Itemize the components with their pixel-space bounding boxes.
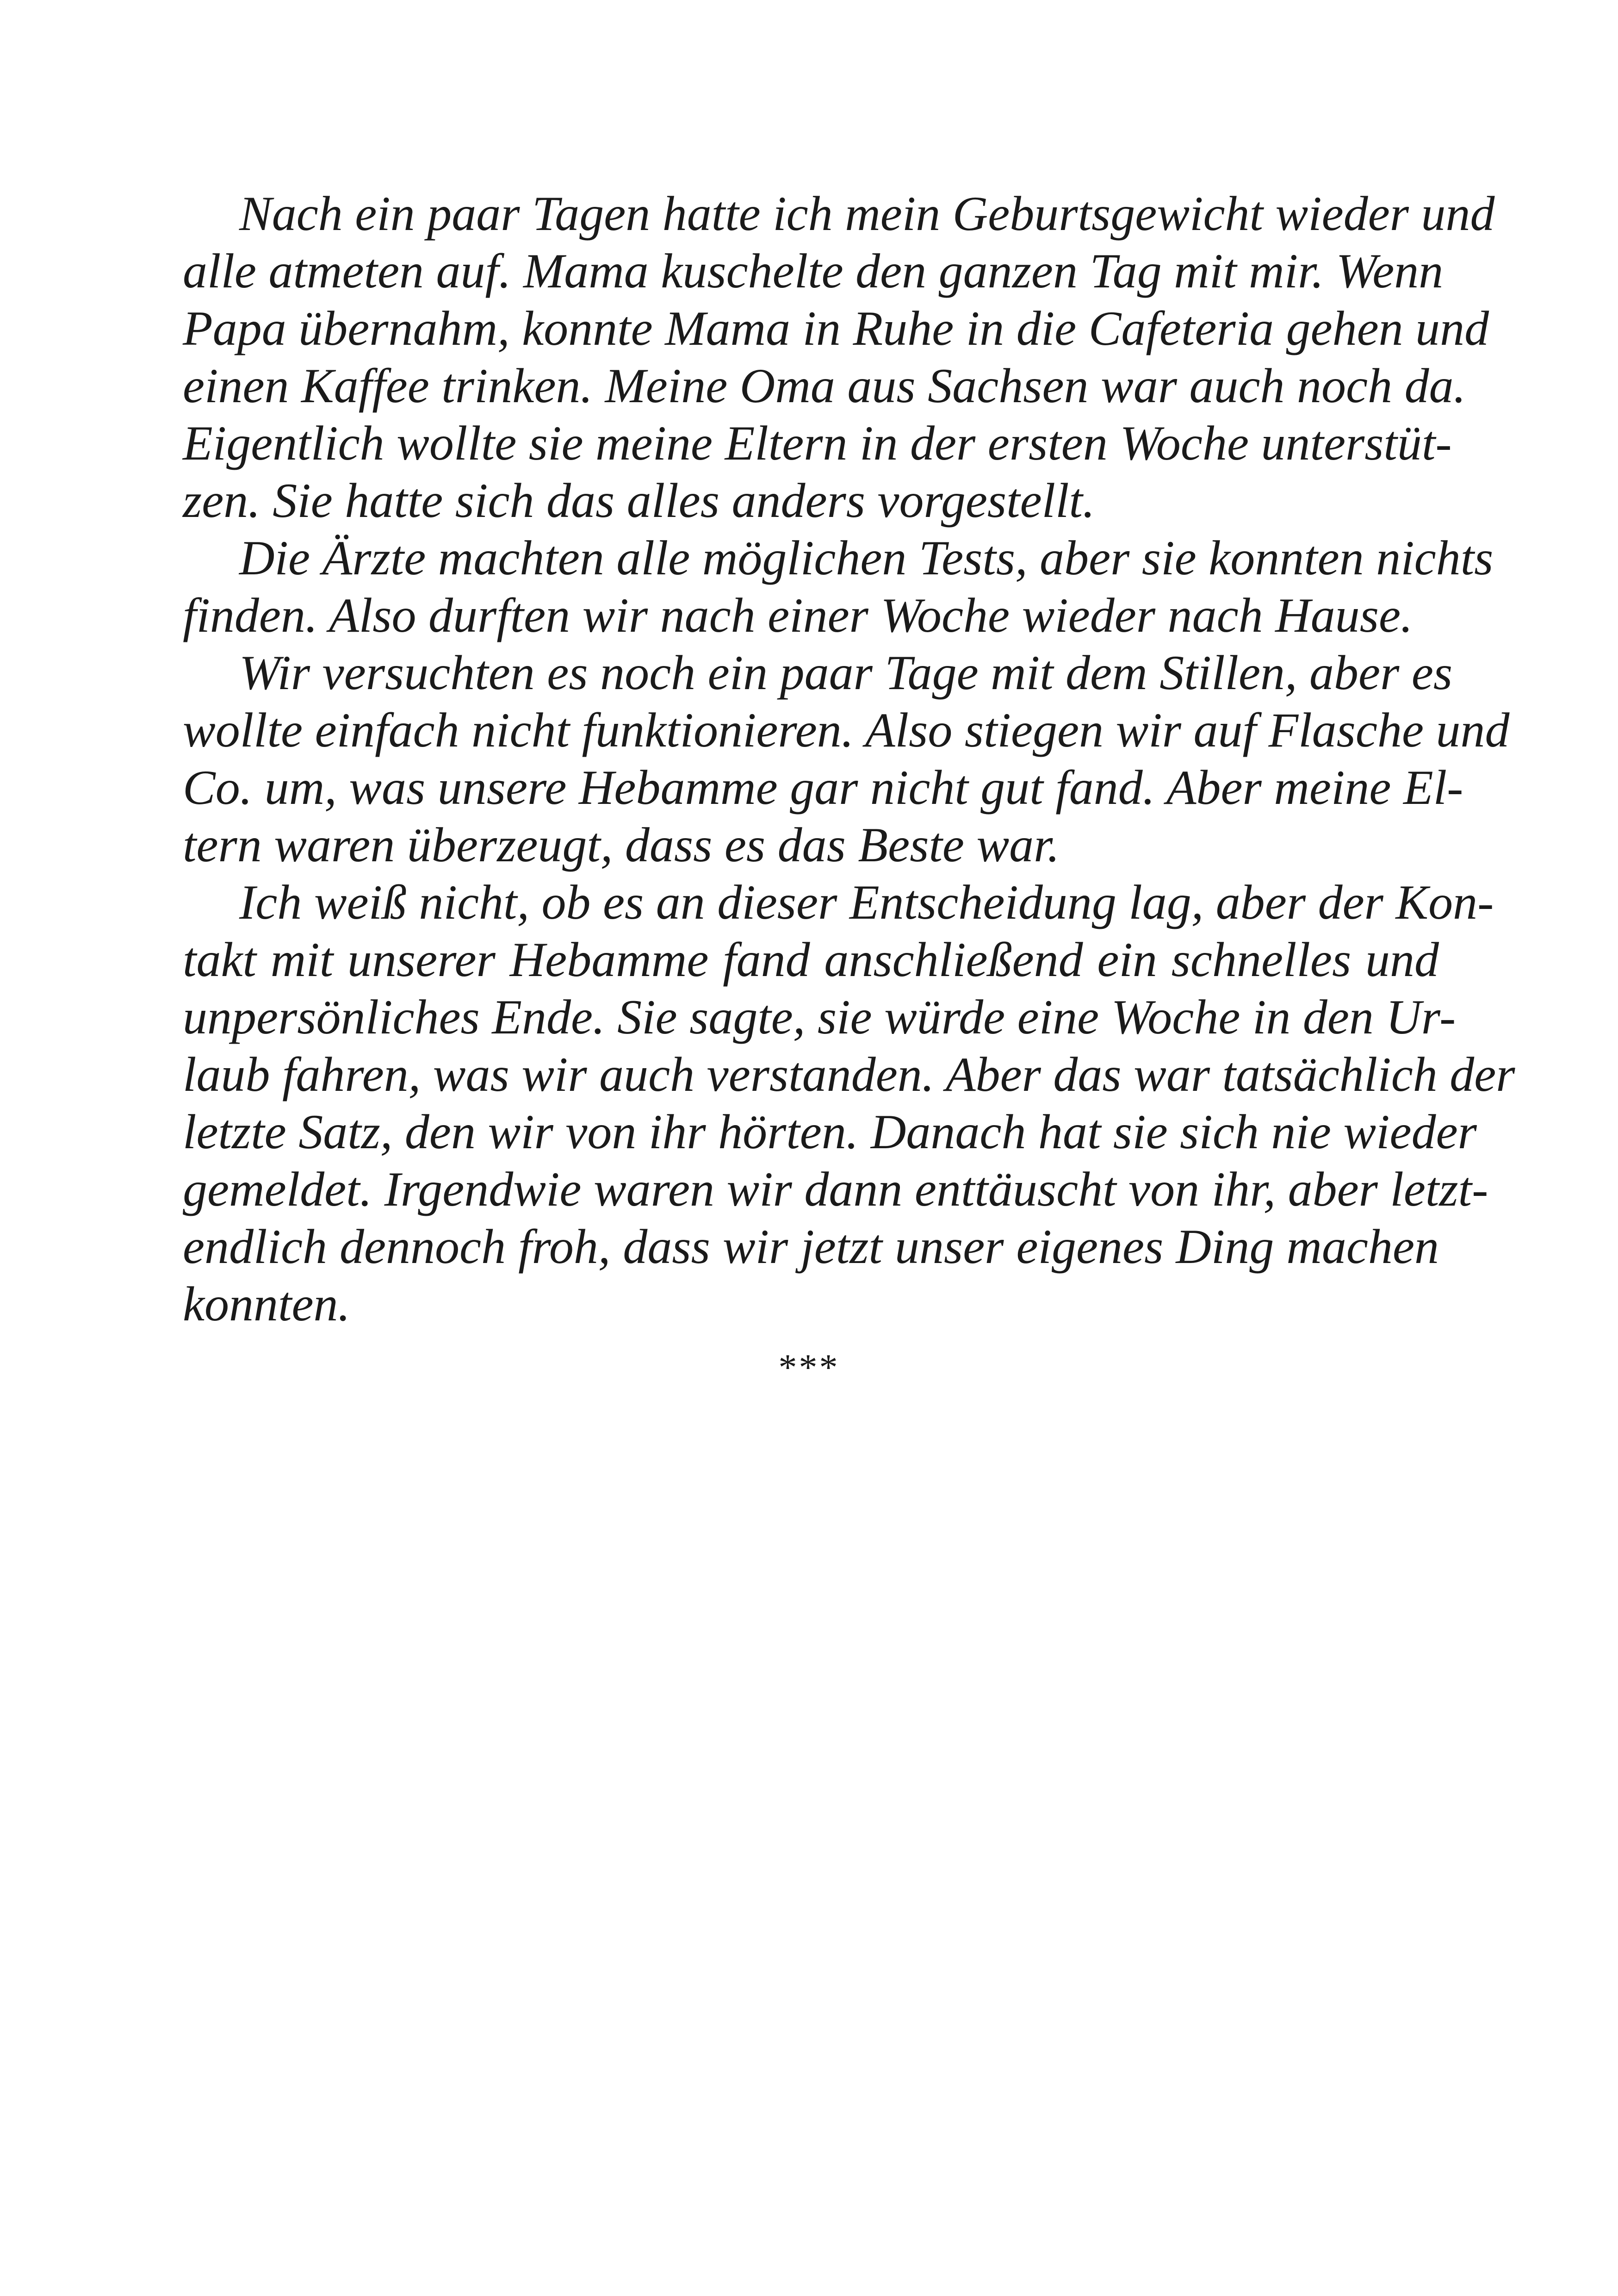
text-line: konnten. xyxy=(183,1277,351,1331)
text-line: laub fahren, was wir auch verstanden. Aber das war tatsächlich der xyxy=(183,1047,1515,1101)
body-text xyxy=(183,185,1515,1333)
text-line: unpersönliches Ende. Sie sagte, sie würde eine Woche in den Ur- xyxy=(183,990,1456,1044)
text-line: Ich weiß nicht, ob es an dieser Entscheidung lag, aber der Kon- xyxy=(239,875,1494,929)
text-line: Nach ein paar Tagen hatte ich mein Geburtsgewicht wieder und xyxy=(239,187,1495,241)
text-line: Wir versuchten es noch ein paar Tage mit dem Stillen, aber es xyxy=(239,646,1453,700)
text-line: endlich dennoch froh, dass wir jetzt unser eigenes Ding machen xyxy=(183,1220,1439,1274)
section-break-asterisks: *** xyxy=(778,1347,840,1388)
text-line: Co. um, was unsere Hebamme gar nicht gut fand. Aber meine El- xyxy=(183,760,1463,815)
text-line: Eigentlich wollte sie meine Eltern in der ersten Woche unterstüt- xyxy=(183,416,1452,470)
text-line: tern waren überzeugt, dass es das Beste war. xyxy=(183,818,1060,872)
text-line: letzte Satz, den wir von ihr hörten. Danach hat sie sich nie wieder xyxy=(183,1105,1477,1159)
text-line: Die Ärzte machten alle möglichen Tests, aber sie konnten nichts xyxy=(239,531,1494,585)
text-line: zen. Sie hatte sich das alles anders vorgestellt. xyxy=(183,473,1095,528)
text-line: wollte einfach nicht funktionieren. Also stiegen wir auf Flasche und xyxy=(183,703,1510,757)
text-line: takt mit unserer Hebamme fand anschließend ein schnelles und xyxy=(183,933,1439,987)
text-line: einen Kaffee trinken. Meine Oma aus Sachsen war auch noch da. xyxy=(183,359,1466,413)
text-line: finden. Also durften wir nach einer Woche wieder nach Hause. xyxy=(183,588,1413,642)
text-line: gemeldet. Irgendwie waren wir dann enttäuscht von ihr, aber letzt- xyxy=(183,1162,1488,1216)
text-line: Papa übernahm, konnte Mama in Ruhe in die Cafeteria gehen und xyxy=(183,301,1489,355)
text-line: alle atmeten auf. Mama kuschelte den ganzen Tag mit mir. Wenn xyxy=(183,244,1444,298)
